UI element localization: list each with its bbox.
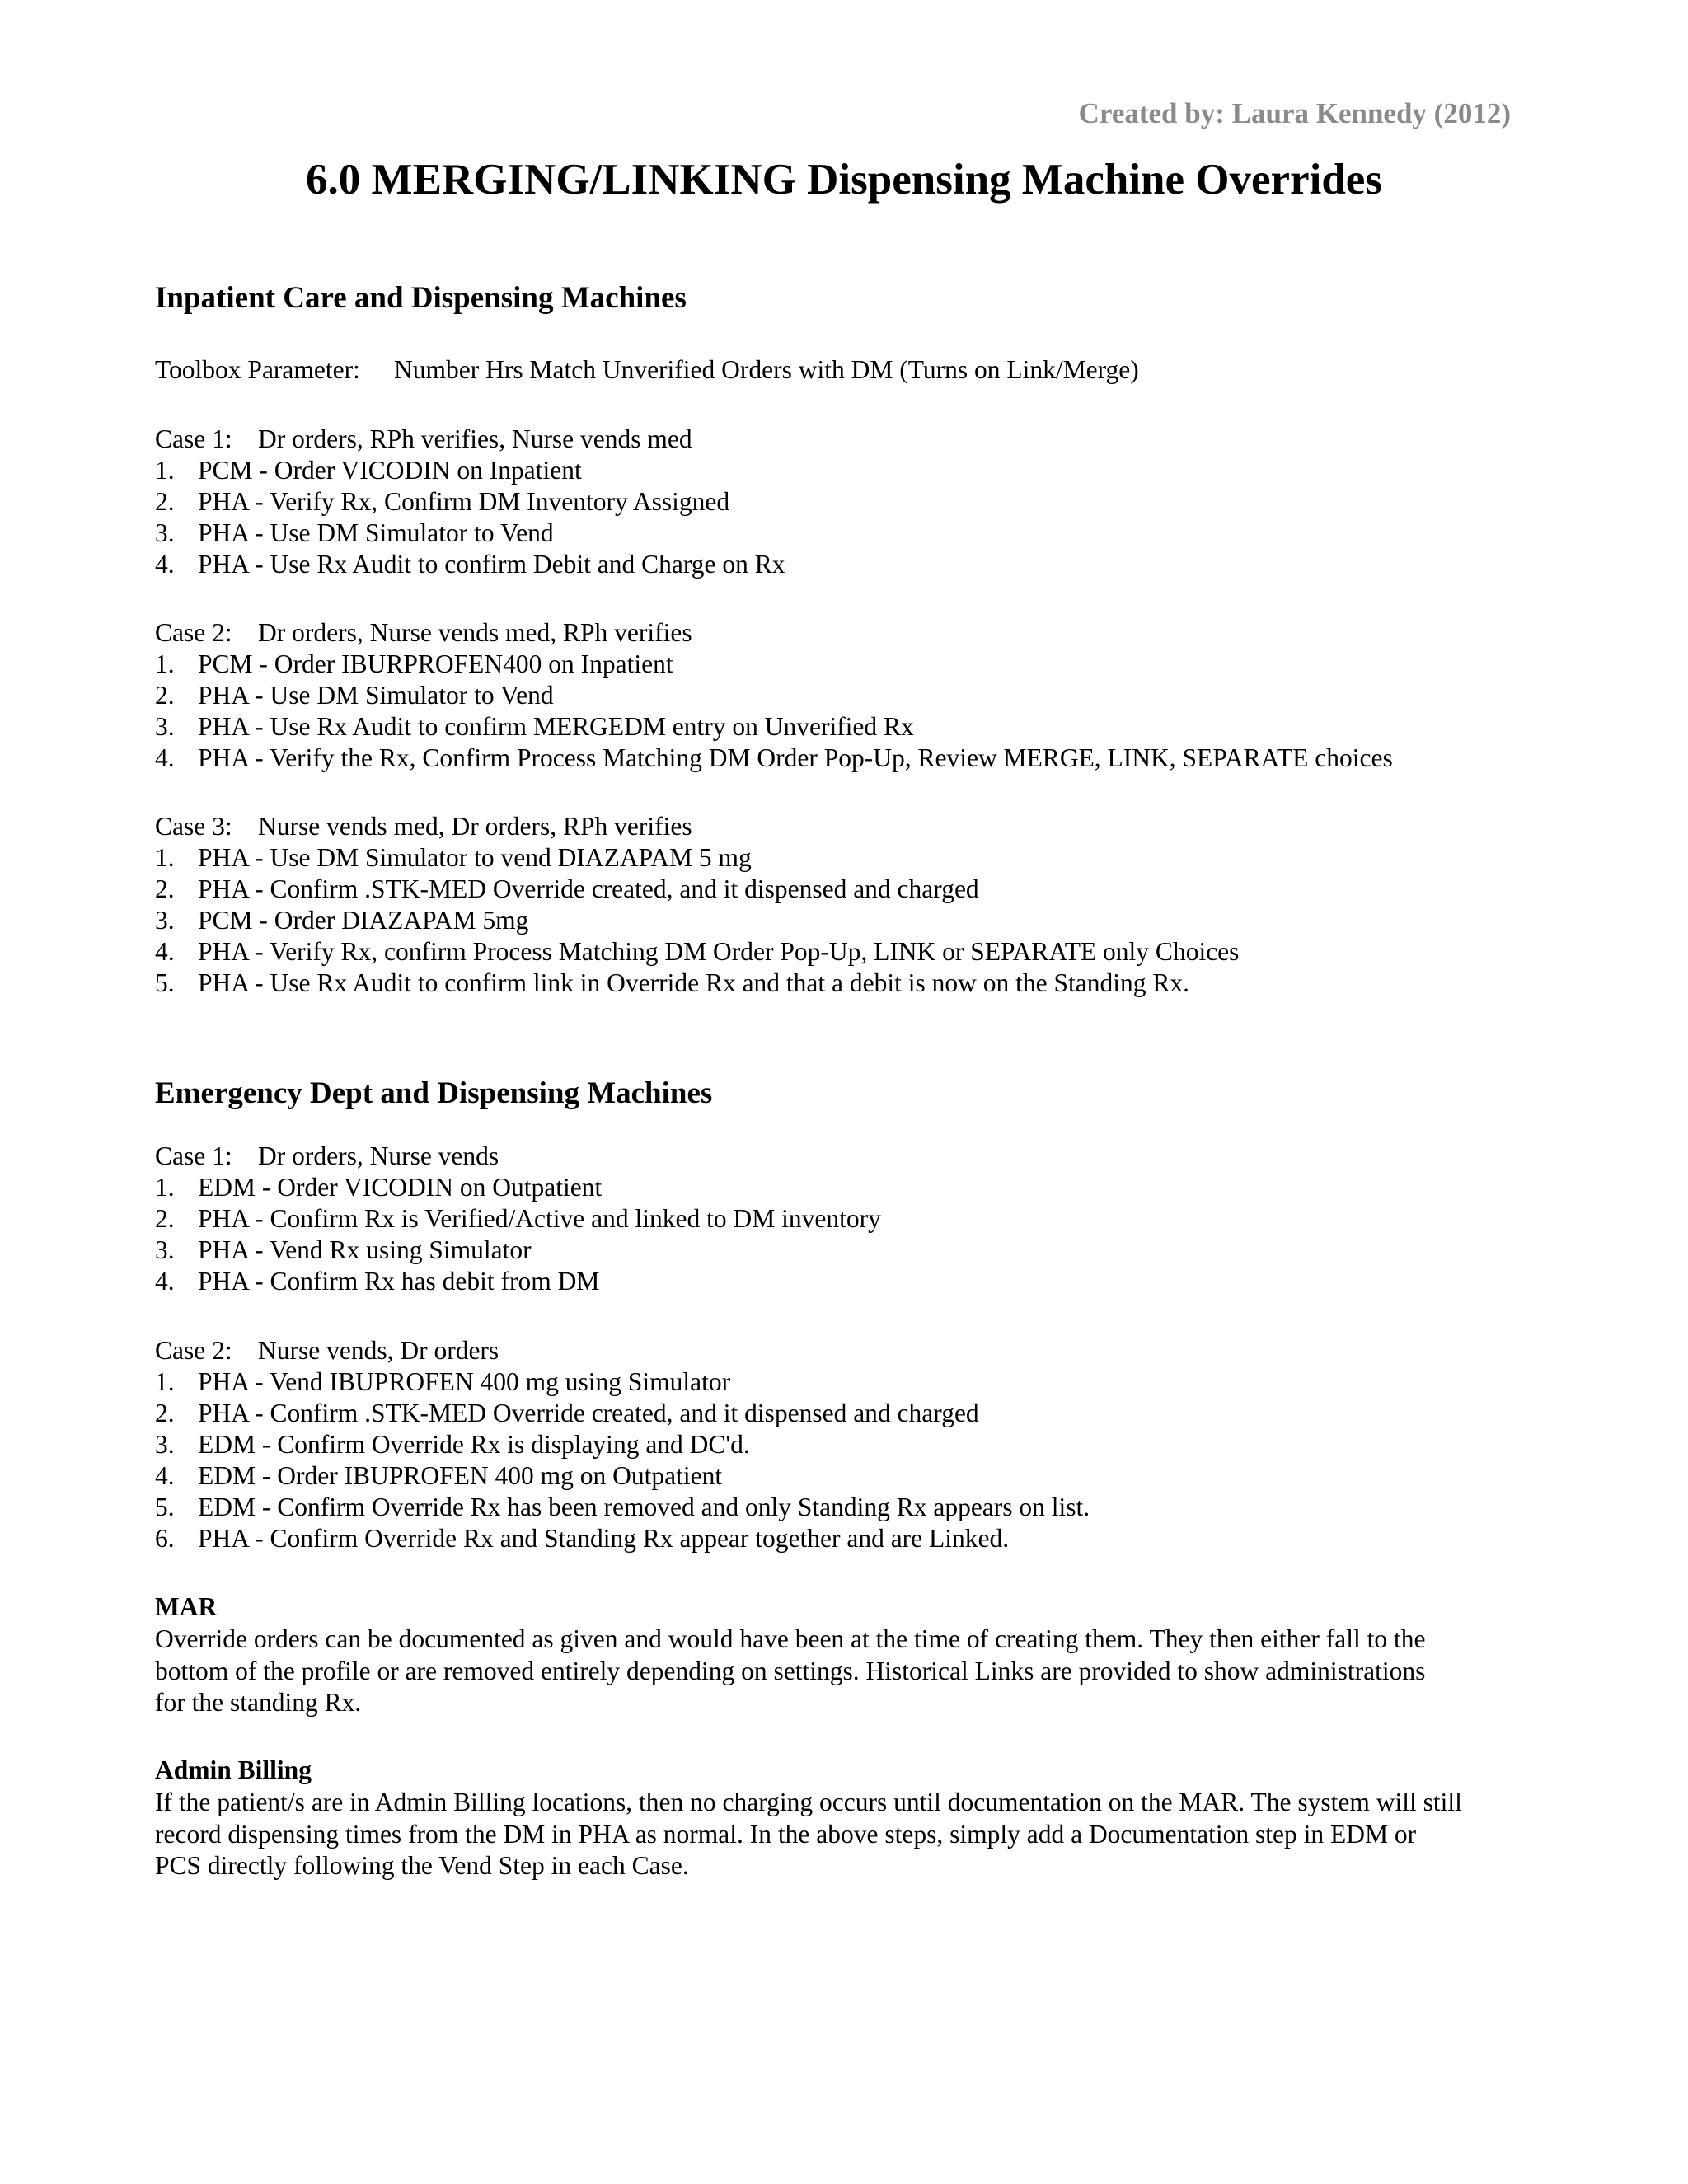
list-item (155, 905, 528, 936)
mar-heading: MAR (155, 1592, 218, 1621)
case-description: Dr orders, Nurse vends med, RPh verifies (258, 618, 692, 647)
step-number: 3. (155, 1430, 175, 1459)
list-item (155, 680, 554, 711)
toolbox-value: Number Hrs Match Unverified Orders with DM (Turns on Link/Merge) (394, 355, 1139, 384)
case-label: Case 1: (155, 1141, 232, 1170)
list-item (155, 842, 752, 874)
step-number: 1. (155, 1367, 175, 1396)
step-text: PCM - Order DIAZAPAM 5mg (198, 906, 529, 935)
list-item (155, 1235, 532, 1266)
step-text: PHA - Vend Rx using Simulator (198, 1235, 532, 1264)
case-header (155, 1141, 499, 1172)
step-text: PHA - Use Rx Audit to confirm link in Override Rx and that a debit is now on the Standing Rx. (198, 968, 1190, 997)
step-text: EDM - Order VICODIN on Outpatient (198, 1173, 603, 1202)
toolbox-parameter (155, 354, 1139, 386)
author-credit: Created by: Laura Kennedy (2012) (1078, 97, 1511, 129)
step-number: 4. (155, 1267, 175, 1296)
step-number: 2. (155, 874, 175, 903)
case-description: Nurse vends med, Dr orders, RPh verifies (258, 812, 692, 841)
step-number: 6. (155, 1524, 175, 1553)
list-item (155, 486, 729, 518)
list-item (155, 1398, 979, 1429)
case-label: Case 3: (155, 812, 232, 841)
paragraph-line: Override orders can be documented as given and would have been at the time of creating them. They then either fall to the (155, 1624, 1426, 1653)
list-item (155, 649, 673, 680)
list-item (155, 1492, 1090, 1523)
case-header (155, 424, 692, 455)
step-text: PHA - Confirm .STK-MED Override created, and it dispensed and charged (198, 874, 979, 903)
case-label: Case 2: (155, 1336, 232, 1365)
step-number: 2. (155, 1204, 175, 1233)
step-text: PCM - Order VICODIN on Inpatient (198, 456, 582, 485)
paragraph-line: bottom of the profile or are removed entirely depending on settings. Historical Links are provided to show administrations (155, 1656, 1426, 1685)
step-text: EDM - Order IBUPROFEN 400 mg on Outpatient (198, 1461, 723, 1490)
list-item (155, 1203, 881, 1235)
list-item (155, 936, 1239, 968)
list-item (155, 549, 785, 580)
toolbox-label: Toolbox Parameter: (155, 355, 360, 384)
step-number: 2. (155, 681, 175, 710)
list-item (155, 455, 582, 486)
step-number: 1. (155, 843, 175, 872)
step-number: 3. (155, 712, 175, 741)
step-number: 4. (155, 743, 175, 772)
section-heading-inpatient: Inpatient Care and Dispensing Machines (155, 281, 687, 315)
admin-billing-heading: Admin Billing (155, 1755, 312, 1784)
step-number: 1. (155, 456, 175, 485)
list-item (155, 743, 1393, 774)
step-text: PCM - Order IBURPROFEN400 on Inpatient (198, 649, 673, 678)
step-number: 1. (155, 649, 175, 678)
list-item (155, 1460, 722, 1492)
step-number: 4. (155, 1461, 175, 1490)
admin-billing-paragraph (155, 1787, 1540, 1882)
step-number: 3. (155, 906, 175, 935)
list-item (155, 1266, 599, 1297)
case-header (155, 811, 692, 842)
list-item (155, 1429, 750, 1460)
step-text: PHA - Use Rx Audit to confirm MERGEDM entry on Unverified Rx (198, 712, 914, 741)
step-text: PHA - Verify the Rx, Confirm Process Matching DM Order Pop-Up, Review MERGE, LINK, SEPARATE choices (198, 743, 1393, 772)
list-item (155, 1172, 602, 1203)
step-text: PHA - Use DM Simulator to Vend (198, 681, 554, 710)
step-text: PHA - Verify Rx, Confirm DM Inventory Assigned (198, 487, 730, 516)
step-number: 4. (155, 550, 175, 579)
step-text: PHA - Confirm Rx is Verified/Active and linked to DM inventory (198, 1204, 881, 1233)
step-text: PHA - Confirm Override Rx and Standing Rx appear together and are Linked. (198, 1524, 1010, 1553)
step-text: EDM - Confirm Override Rx is displaying and DC'd. (198, 1430, 750, 1459)
case-description: Dr orders, RPh verifies, Nurse vends med (258, 424, 692, 453)
list-item (155, 1366, 730, 1398)
step-text: PHA - Use DM Simulator to Vend (198, 518, 554, 547)
section-heading-emergency: Emergency Dept and Dispensing Machines (155, 1076, 713, 1110)
step-number: 2. (155, 487, 175, 516)
step-text: EDM - Confirm Override Rx has been removed and only Standing Rx appears on list. (198, 1493, 1090, 1521)
case-label: Case 2: (155, 618, 232, 647)
list-item (155, 711, 914, 743)
step-number: 3. (155, 518, 175, 547)
step-text: PHA - Use DM Simulator to vend DIAZAPAM 5 mg (198, 843, 752, 872)
list-item (155, 968, 1189, 999)
mar-paragraph (155, 1624, 1540, 1719)
paragraph-line: for the standing Rx. (155, 1688, 362, 1717)
list-item (155, 1523, 1009, 1554)
list-item (155, 518, 554, 549)
step-text: PHA - Vend IBUPROFEN 400 mg using Simulator (198, 1367, 731, 1396)
case-header (155, 1335, 499, 1366)
case-header (155, 617, 692, 649)
step-number: 1. (155, 1173, 175, 1202)
paragraph-line: If the patient/s are in Admin Billing locations, then no charging occurs until documentation on the MAR. The system will still (155, 1788, 1462, 1816)
step-number: 2. (155, 1399, 175, 1427)
list-item (155, 874, 979, 905)
step-number: 3. (155, 1235, 175, 1264)
step-text: PHA - Confirm .STK-MED Override created, and it dispensed and charged (198, 1399, 979, 1427)
step-text: PHA - Verify Rx, confirm Process Matching DM Order Pop-Up, LINK or SEPARATE only Choices (198, 937, 1240, 966)
step-number: 4. (155, 937, 175, 966)
paragraph-line: record dispensing times from the DM in PHA as normal. In the above steps, simply add a Documentation step in EDM or (155, 1819, 1417, 1849)
case-description: Nurse vends, Dr orders (258, 1336, 499, 1365)
case-label: Case 1: (155, 424, 232, 453)
case-description: Dr orders, Nurse vends (258, 1141, 499, 1170)
step-number: 5. (155, 968, 175, 997)
step-text: PHA - Confirm Rx has debit from DM (198, 1267, 600, 1296)
step-text: PHA - Use Rx Audit to confirm Debit and Charge on Rx (198, 550, 785, 579)
page-title: 6.0 MERGING/LINKING Dispensing Machine Overrides (306, 156, 1382, 204)
paragraph-line: PCS directly following the Vend Step in each Case. (155, 1851, 689, 1880)
step-number: 5. (155, 1493, 175, 1521)
